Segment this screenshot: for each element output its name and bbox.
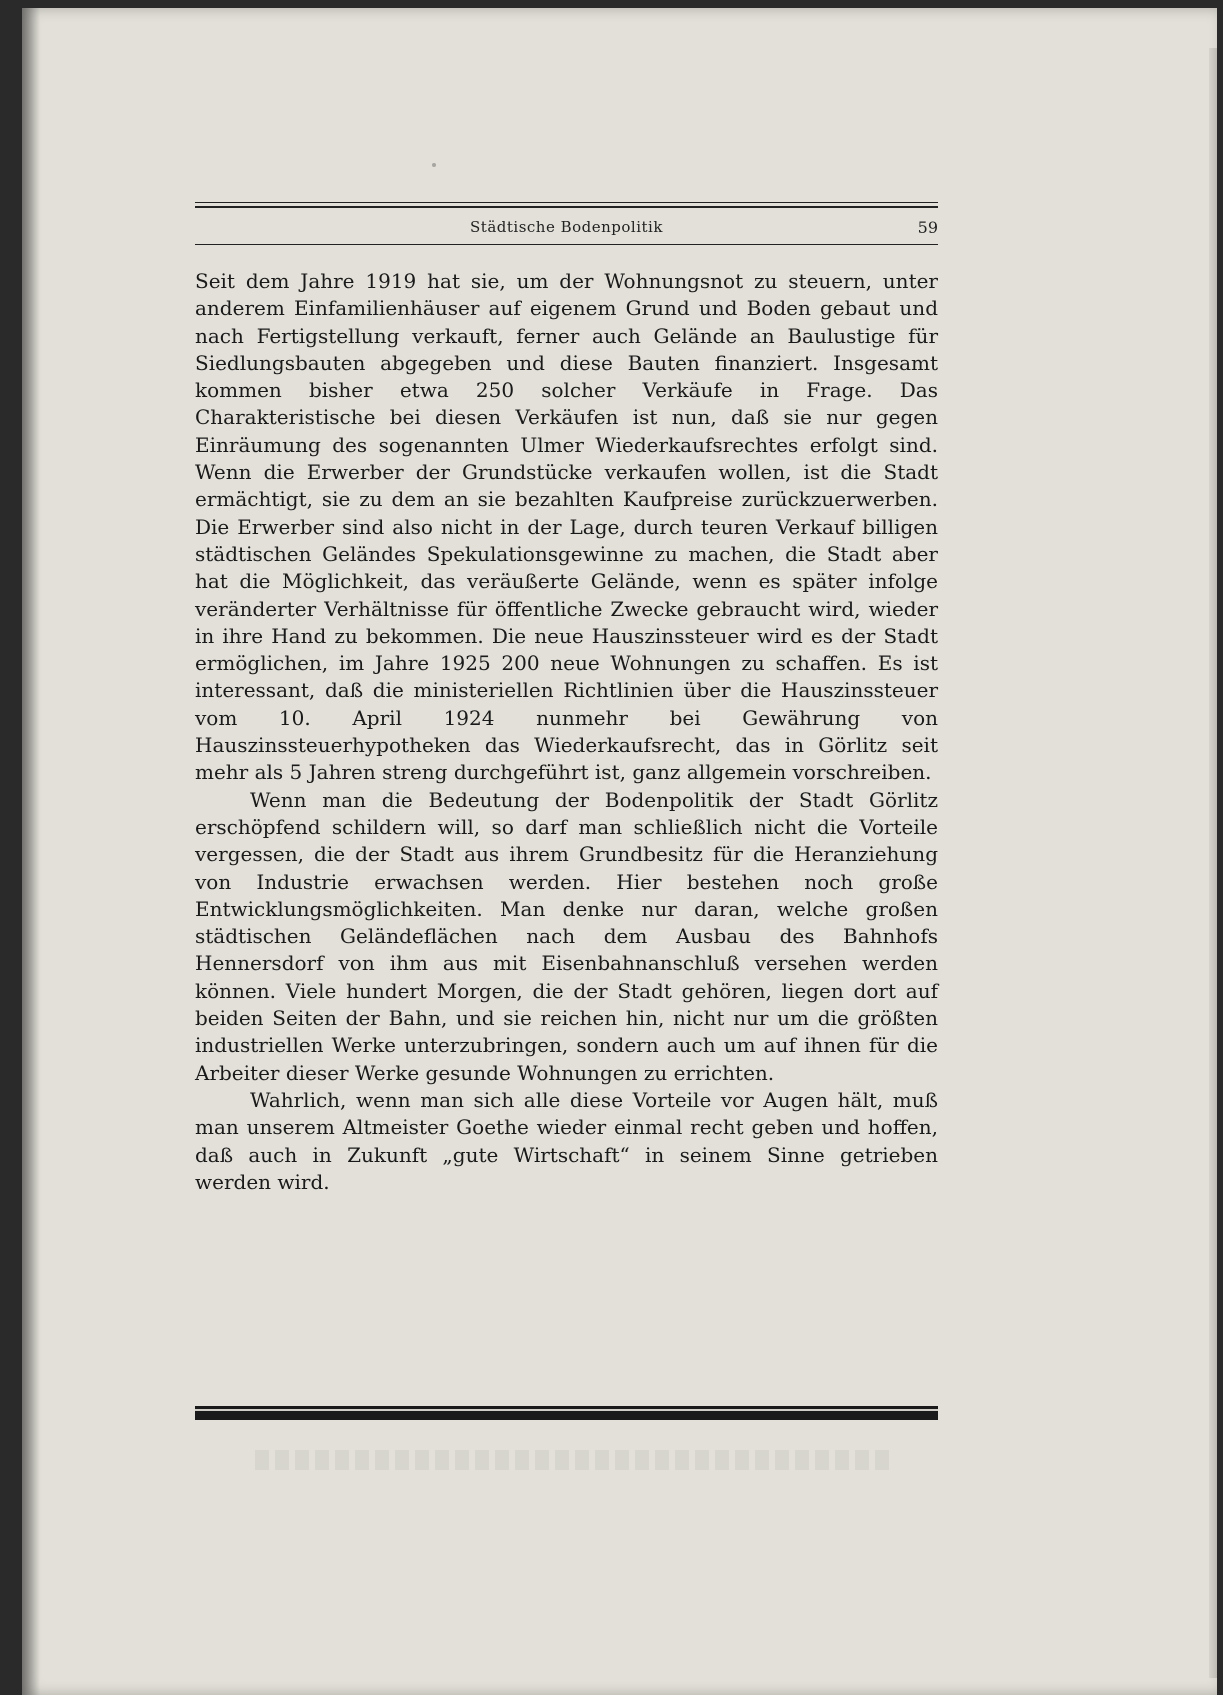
- header-rule-top-thin: [195, 202, 938, 203]
- footer-rule-line: [195, 1409, 938, 1411]
- header-rule-top-thick: [195, 206, 938, 208]
- body-text: [195, 268, 938, 1196]
- spine-shadow: [22, 8, 40, 1695]
- bleed-through-text: [255, 1450, 895, 1470]
- paper-speck: [432, 163, 436, 167]
- paragraph-3: Wahrlich, wenn man sich alle diese Vorteile vor Augen hält, muß man unserem Altmeister Goethe wieder einmal recht geben und hoffen, daß auch in Zukunft „gute Wirtschaft“ in seinem Sinne getrieben werden wird.: [195, 1087, 938, 1194]
- header-rule-bottom: [195, 244, 938, 245]
- running-title: Städtische Bodenpolitik: [470, 218, 663, 236]
- page-edge: [1209, 48, 1217, 1678]
- paragraph-2: Wenn man die Bedeutung der Bodenpolitik der Stadt Görlitz erschöpfend schildern will, so darf man schließlich nicht die Vorteile vergessen, die der Stadt aus ihrem Grundbesitz für die Heranziehung von Industrie erwachsen werden. Hier bestehen noch große Entwicklungsmöglichkeiten. Man denke nur daran, welche großen städtischen Geländeflächen nach dem Ausbau des Bahnhofs Hennersdorf von ihm aus mit Eisenbahnanschluß versehen werden können. Viele hundert Morgen, die der Stadt gehören, liegen dort auf beiden Seiten der Bahn, und sie reichen hin, nicht nur um die größten industriellen Werke unterzubringen, sondern auch um auf ihnen für die Arbeiter dieser Werke gesunde Wohnungen zu errichten.: [195, 787, 938, 1085]
- running-head: [195, 218, 938, 242]
- page-number: 59: [917, 218, 938, 237]
- paragraph-1: Seit dem Jahre 1919 hat sie, um der Wohnungsnot zu steuern, unter anderem Einfamilienhäuser auf eigenem Grund und Boden gebaut und nach Fertigstellung verkauft, ferner auch Gelände an Baulustige für Siedlungsbauten abgegeben und diese Bauten finanziert. Insgesamt kommen bisher etwa 250 solcher Verkäufe in Frage. Das Charakteristische bei diesen Verkäufen ist nun, daß sie nur gegen Einräumung des sogenannten Ulmer Wiederkaufsrechtes erfolgt sind. Wenn die Erwerber der Grundstücke verkaufen wollen, ist die Stadt ermächtigt, sie zu dem an sie bezahlten Kaufpreise zurückzuerwerben. Die Erwerber sind also nicht in der Lage, durch teuren Verkauf billigen städtischen Geländes Spekulationsgewinne zu machen, die Stadt aber hat die Möglichkeit, das veräußerte Gelände, wenn es später infolge veränderter Verhältnisse für öffentliche Zwecke gebraucht wird, wieder in ihre Hand zu bekommen. Die neue Hauszinssteuer wird es der Stadt ermöglichen, im Jahre 1925 200 neue Wohnungen zu schaffen. Es ist interessant, daß die ministeriellen Richtlinien über die Hauszinssteuer vom 10. April 1924 nunmehr bei Gewährung von Hauszinssteuerhypotheken das Wiederkaufsrecht, das in Görlitz seit mehr als 5 Jahren streng durchgeführt ist, ganz allgemein vorschreiben.: [195, 269, 938, 785]
